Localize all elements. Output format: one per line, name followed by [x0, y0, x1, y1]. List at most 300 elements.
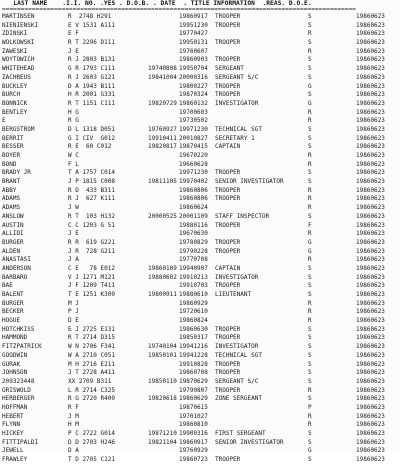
doe-cell: 19860623 [356, 325, 385, 333]
last-name-cell: BONNICK [2, 99, 28, 107]
doe-cell: 19860623 [356, 291, 385, 298]
table-row [0, 265, 400, 274]
date-cell: 19800227 [179, 82, 208, 90]
last-name-cell: FRAWLEY [2, 456, 28, 464]
last-name-cell: BUCKLEY [2, 82, 28, 90]
reason-cell: R [308, 30, 312, 38]
date-cell: 19880610 [179, 291, 208, 298]
title-cell: TROOPER [215, 186, 241, 194]
id-block-cell: J A [68, 256, 79, 264]
doe-cell: 19860623 [356, 256, 385, 264]
reason-cell: S [308, 21, 312, 29]
reason-cell: R [308, 230, 312, 238]
table-row [0, 30, 400, 39]
table-row [0, 65, 400, 74]
last-name-cell: GOODWIN [2, 351, 28, 359]
id-block-cell: R T 1151 C111 [68, 99, 115, 107]
doe-cell: 19860623 [356, 438, 385, 446]
date-cell: 19790228 [179, 247, 208, 255]
doe-cell: 19860623 [356, 377, 385, 385]
date-cell: 19860917 [179, 438, 208, 446]
last-name-cell: BRADY JR [2, 169, 31, 177]
doe-cell: 19860623 [356, 143, 385, 151]
last-name-cell: ADAMS [2, 195, 21, 203]
reason-cell: R [308, 160, 312, 168]
title-cell: TROOPER [215, 13, 241, 20]
table-row [0, 343, 400, 352]
title-cell: INVESTIGATOR [215, 343, 259, 351]
reason-cell: S [308, 369, 312, 377]
table-row [0, 143, 400, 152]
table-row [0, 100, 400, 109]
doe-cell: 19860623 [356, 412, 385, 420]
doe-cell: 19860623 [356, 299, 385, 307]
reason-cell: R [308, 421, 312, 429]
title-cell: ZONE SERGEANT [215, 395, 262, 403]
date-cell: 19870615 [179, 403, 208, 411]
reason-cell: F [308, 221, 312, 229]
id-block-cell: W N 2706 F341 [68, 343, 115, 351]
table-row [0, 352, 400, 361]
id-block-cell: E V 1531 A111 [68, 21, 115, 29]
last-name-cell: BURGER [2, 299, 24, 307]
dob-cell: 19811105 [148, 178, 177, 186]
last-name-cell: ANASTASI [2, 256, 31, 264]
date-cell: 19950131 [179, 39, 208, 47]
dob-cell: 19760927 [148, 125, 177, 133]
date-cell: 19971230 [179, 169, 208, 177]
id-block-cell: L R 2714 C325 [68, 386, 115, 394]
doe-cell: 19860623 [356, 186, 385, 194]
title-cell: TROOPER [215, 56, 241, 64]
last-name-cell: FITTIPALDI [2, 438, 39, 446]
reason-cell: R [308, 386, 312, 394]
dob-cell: 19910411 [148, 134, 177, 142]
date-cell: 19860132 [179, 99, 208, 107]
id-block-cell: R J 2603 G121 [68, 73, 115, 81]
last-name-cell: BALENT [2, 291, 24, 298]
table-row [0, 230, 400, 239]
id-block-cell: D E [68, 317, 79, 325]
date-cell: 19860806 [179, 186, 208, 194]
last-name-cell: ZAWESKI [2, 47, 28, 55]
last-name-cell: NIENIENSKI [2, 21, 39, 29]
reason-cell: S [308, 291, 312, 298]
reason-cell: R [308, 186, 312, 194]
table-row [0, 22, 400, 31]
reason-cell: S [308, 91, 312, 99]
reason-cell: S [308, 65, 312, 73]
id-block-cell: M H 2716 E211 [68, 360, 115, 368]
date-cell: 19971230 [179, 125, 208, 133]
doe-cell: 19860623 [356, 47, 385, 55]
reason-cell: S [308, 430, 312, 437]
last-name-cell: HERBERGER [2, 395, 35, 403]
date-cell: 19860929 [179, 299, 208, 307]
reason-cell: R [308, 256, 312, 264]
reason-cell: R [308, 108, 312, 116]
date-cell: 19730502 [179, 117, 208, 125]
reason-cell: S [308, 282, 312, 290]
last-name-cell: ANSLOW [2, 212, 24, 220]
last-name-cell: WHITEHEAD [2, 65, 35, 73]
last-name-cell: BRANT [2, 178, 21, 186]
id-block-cell: J R 728 G211 [68, 247, 115, 255]
last-name-cell: HICKEY [2, 430, 24, 437]
date-cell: 19941216 [179, 343, 208, 351]
table-row [0, 195, 400, 204]
table-row [0, 126, 400, 135]
date-cell: 19940907 [179, 264, 208, 272]
last-name-cell: BERRIT [2, 134, 24, 142]
reason-cell: S [308, 377, 312, 385]
table-row [0, 248, 400, 257]
dob-cell: 19740104 [148, 343, 177, 351]
table-row [0, 178, 400, 187]
last-name-cell: BESSER [2, 143, 24, 151]
doe-cell: 19860623 [356, 160, 385, 168]
doe-cell: 19860623 [356, 21, 385, 29]
id-block-cell: G I CIV G012 [68, 134, 115, 142]
title-cell: INVESTIGATOR [215, 99, 259, 107]
date-cell: 19870629 [179, 377, 208, 385]
table-row [0, 91, 400, 100]
id-block-cell: E F [68, 30, 79, 38]
id-block-cell: M J [68, 299, 79, 307]
id-block-cell: E J 2725 E131 [68, 325, 115, 333]
table-row [0, 222, 400, 231]
last-name-cell: GRISWOLD [2, 386, 31, 394]
date-cell: 19790807 [179, 386, 208, 394]
date-cell: 19720610 [179, 308, 208, 316]
table-row [0, 421, 400, 430]
doe-cell: 19860623 [356, 117, 385, 125]
reason-cell: S [308, 456, 312, 464]
last-name-cell: AUSTIN [2, 221, 24, 229]
title-cell: TROOPER [215, 39, 241, 47]
table-row [0, 256, 400, 265]
date-cell: 19660628 [179, 160, 208, 168]
title-cell: CAPTAIN [215, 264, 241, 272]
reason-cell: R [308, 317, 312, 325]
table-row [0, 83, 400, 92]
reason-cell: S [308, 56, 312, 64]
date-cell: 19701027 [179, 412, 208, 420]
doe-cell: 19860623 [356, 308, 385, 316]
doe-cell: 19860623 [356, 125, 385, 133]
reason-cell: S [308, 169, 312, 177]
last-name-cell: ANDERSON [2, 264, 31, 272]
last-name-cell: BARBARO [2, 273, 28, 281]
dob-cell: 19841004 [148, 73, 177, 81]
reason-cell: R [308, 47, 312, 55]
doe-cell: 19860623 [356, 169, 385, 177]
reason-cell: R [308, 195, 312, 203]
doe-cell: 19860623 [356, 395, 385, 403]
table-row [0, 39, 400, 48]
reason-cell: R [308, 117, 312, 125]
table-row [0, 291, 400, 300]
doe-cell: 19860623 [356, 91, 385, 99]
last-name-cell: HOTCHKISS [2, 325, 35, 333]
date-cell: 19860917 [179, 13, 208, 20]
doe-cell: 19860623 [356, 73, 385, 81]
dob-cell: 19860109 [148, 264, 177, 272]
date-cell: 19870324 [179, 91, 208, 99]
title-cell: STAFF INSPECTOR [215, 212, 270, 220]
date-cell: 19910828 [179, 360, 208, 368]
table-row [0, 308, 400, 317]
last-name-cell: GURAK [2, 360, 21, 368]
dob-cell: 19821104 [148, 438, 177, 446]
date-cell: 19941228 [179, 351, 208, 359]
date-cell: 19670630 [179, 230, 208, 238]
reason-cell: S [308, 134, 312, 142]
table-row [0, 404, 400, 413]
date-cell: 19870415 [179, 143, 208, 151]
id-block-cell: R T 2714 D315 [68, 334, 115, 342]
id-block-cell: T E 1251 K300 [68, 291, 115, 298]
id-block-cell: D A [68, 447, 79, 455]
id-block-cell: D D 2703 H246 [68, 438, 115, 446]
doe-cell: 19860623 [356, 195, 385, 203]
reason-cell: R [308, 308, 312, 316]
table-row [0, 204, 400, 213]
table-row [0, 413, 400, 422]
doe-cell: 19860623 [356, 264, 385, 272]
last-name-cell: ALLIDI [2, 230, 24, 238]
reason-cell: G [308, 82, 312, 90]
doe-cell: 19860623 [356, 334, 385, 342]
date-cell: 19780829 [179, 238, 208, 246]
id-block-cell: R J 627 K111 [68, 195, 115, 203]
column-header-line: LAST NAME .I.I. NO. .YES . D.O.B. . DATE . TITLE INFORMATION .REAS. D.O.E. [2, 0, 312, 7]
last-name-cell: HEBERT [2, 412, 24, 420]
reason-cell: S [308, 143, 312, 151]
id-block-cell: J T 2728 A411 [68, 369, 115, 377]
doe-cell: 19860623 [356, 204, 385, 212]
id-block-cell: H M [68, 421, 79, 429]
id-block-cell: R T 103 H132 [68, 212, 115, 220]
id-block-cell: P C 2722 G014 [68, 430, 115, 437]
title-cell: SERGEANT S/C [215, 377, 259, 385]
title-cell: SECRETARY 1 [215, 134, 255, 142]
id-block-cell: D L 1318 D051 [68, 125, 115, 133]
id-block-cell: G R 1793 C111 [68, 65, 115, 73]
id-block-cell: R R 619 G221 [68, 238, 115, 246]
date-cell: 19880116 [179, 221, 208, 229]
last-name-cell: JOHNSON [2, 369, 28, 377]
date-cell: 20010827 [179, 134, 208, 142]
last-name-cell: ALDEN [2, 247, 21, 255]
doe-cell: 19860623 [356, 351, 385, 359]
id-block-cell: R J 2803 B131 [68, 56, 115, 64]
last-name-cell: ADAMS [2, 204, 21, 212]
table-row [0, 213, 400, 222]
id-block-cell: D A 1943 B111 [68, 82, 115, 90]
doe-cell: 19860623 [356, 317, 385, 325]
doe-cell: 19860623 [356, 360, 385, 368]
last-name-cell: ZDINSKI [2, 30, 28, 38]
dob-cell: 19820729 [148, 99, 177, 107]
reason-cell: S [308, 13, 312, 20]
table-row [0, 187, 400, 196]
dob-cell: 19850110 [148, 377, 177, 385]
last-name-cell: BENTLEY [2, 108, 28, 116]
doe-cell: 19860623 [356, 212, 385, 220]
doe-cell: 19860623 [356, 30, 385, 38]
last-name-cell: BAE [2, 282, 13, 290]
id-block-cell: XX 2709 B311 [68, 377, 112, 385]
reason-cell: S [308, 39, 312, 47]
date-cell: 19860810 [179, 421, 208, 429]
table-row [0, 334, 400, 343]
title-cell: TROOPER [215, 456, 241, 464]
id-block-cell: J E [68, 230, 79, 238]
id-block-cell: H R 2001 G331 [68, 91, 115, 99]
date-cell: 19860806 [179, 195, 208, 203]
reason-cell: G [308, 447, 312, 455]
last-name-cell: HAMMOND [2, 334, 28, 342]
title-cell: TROOPER [215, 169, 241, 177]
title-cell: SENIOR INVESTIGATOR [215, 178, 284, 186]
doe-cell: 19860623 [356, 152, 385, 159]
dob-cell: 20000525 [148, 212, 177, 220]
doe-cell: 19860623 [356, 134, 385, 142]
date-cell: 19900316 [179, 430, 208, 437]
date-cell: 19860903 [179, 56, 208, 64]
table-row [0, 109, 400, 118]
table-row [0, 395, 400, 404]
id-block-cell: P J [68, 308, 79, 316]
id-block-cell: C E 78 E012 [68, 264, 115, 272]
id-block-cell: T A 1757 C014 [68, 169, 115, 177]
reason-cell: S [308, 325, 312, 333]
doe-cell: 19860623 [356, 273, 385, 281]
title-cell: TROOPER [215, 325, 241, 333]
id-block-cell: J F 1209 T411 [68, 282, 115, 290]
doe-cell: 19860623 [356, 456, 385, 464]
date-cell: 19670220 [179, 152, 208, 159]
title-cell: TROOPER [215, 91, 241, 99]
doe-cell: 19860623 [356, 282, 385, 290]
last-name-cell: ZACHREUS [2, 73, 31, 81]
title-cell: SERGEANT S/C [215, 73, 259, 81]
dob-cell: 19740808 [148, 65, 177, 73]
date-cell: 19910213 [179, 273, 208, 281]
date-cell: 19970402 [179, 178, 208, 186]
id-block-cell: R G 2720 R400 [68, 395, 115, 403]
title-cell: LIEUTENANT [215, 291, 252, 298]
last-name-cell: BURCH [2, 91, 21, 99]
dob-cell: 19871210 [148, 430, 177, 437]
last-name-cell: WOLKOWSKI [2, 39, 35, 47]
date-cell: 19700603 [179, 108, 208, 116]
reason-cell: S [308, 264, 312, 272]
reason-cell: S [308, 73, 312, 81]
title-cell: TROOPER [215, 282, 241, 290]
reason-cell: S [308, 395, 312, 403]
date-cell: 19860630 [179, 325, 208, 333]
reason-cell: G [308, 247, 312, 255]
doe-cell: 19860623 [356, 343, 385, 351]
id-block-cell: R E 60 C012 [68, 143, 112, 151]
table-row [0, 48, 400, 57]
last-name-cell: BURGER [2, 238, 24, 246]
date-cell: 19860708 [179, 369, 208, 377]
doe-cell: 19860623 [356, 108, 385, 116]
title-cell: TROOPER [215, 386, 241, 394]
title-cell: TROOPER [215, 360, 241, 368]
table-row [0, 369, 400, 378]
date-cell: 19910703 [179, 282, 208, 290]
table-row [0, 439, 400, 448]
reason-cell: S [308, 212, 312, 220]
reason-cell: R [308, 412, 312, 420]
doe-cell: 19860623 [356, 447, 385, 455]
id-block-cell: J M [68, 412, 79, 420]
table-row [0, 169, 400, 178]
last-name-cell: WOYTOWICH [2, 56, 35, 64]
title-cell: TECHNICAL SGT [215, 125, 262, 133]
table-row [0, 387, 400, 396]
table-row [0, 300, 400, 309]
reason-cell: S [308, 125, 312, 133]
dob-cell: 19800911 [148, 291, 177, 298]
doe-cell: 19860623 [356, 247, 385, 255]
title-cell: TROOPER [215, 369, 241, 377]
last-name-cell: FLYNN [2, 421, 21, 429]
title-cell: INVESTIGATOR [215, 273, 259, 281]
doe-cell: 19860623 [356, 230, 385, 238]
id-block-cell: T D 2705 C121 [68, 456, 115, 464]
last-name-cell: 209323448 [2, 377, 35, 385]
table-row [0, 282, 400, 291]
last-name-cell: E [2, 117, 6, 125]
dob-cell: 19850101 [148, 351, 177, 359]
reason-cell: S [308, 273, 312, 281]
doe-cell: 19860623 [356, 13, 385, 20]
date-cell: 19770708 [179, 256, 208, 264]
reason-cell: S [308, 360, 312, 368]
date-cell: 19951230 [179, 21, 208, 29]
title-cell: TROOPER [215, 247, 241, 255]
roster-rows [0, 13, 400, 465]
table-row [0, 430, 400, 439]
id-block-cell: J P 1815 C008 [68, 178, 115, 186]
title-cell: TROOPER [215, 82, 241, 90]
doe-cell: 19860623 [356, 430, 385, 437]
table-row [0, 239, 400, 248]
title-cell: TECHNICAL SGT [215, 351, 262, 359]
id-block-cell: R F [68, 403, 79, 411]
last-name-cell: HOGUE [2, 317, 21, 325]
last-name-cell: BECKER [2, 308, 24, 316]
id-block-cell: C C 1203 G 51 [68, 221, 115, 229]
id-block-cell: V J 1271 M121 [68, 273, 115, 281]
reason-cell: S [308, 343, 312, 351]
reason-cell: S [308, 334, 312, 342]
reason-cell: R [308, 204, 312, 212]
title-cell: TROOPER [215, 21, 241, 29]
id-block-cell: H G [68, 108, 79, 116]
last-name-cell: BOYER [2, 152, 21, 159]
reason-cell: R [308, 152, 312, 159]
table-row [0, 161, 400, 170]
table-row [0, 74, 400, 83]
date-cell: 19770427 [179, 30, 208, 38]
id-block-cell: J E [68, 47, 79, 55]
